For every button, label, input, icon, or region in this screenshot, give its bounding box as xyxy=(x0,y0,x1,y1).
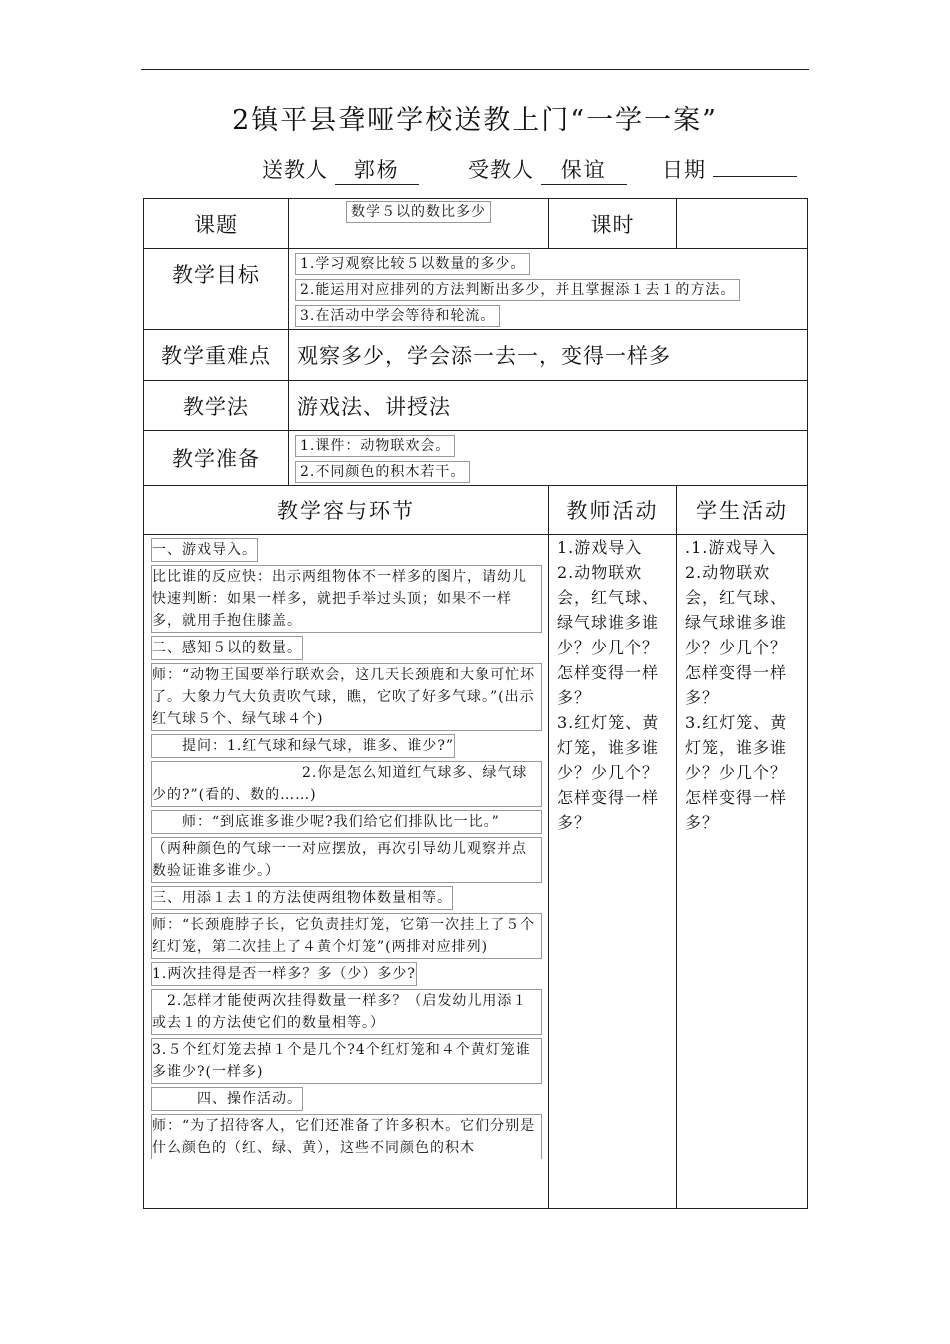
teacher-activity-cell xyxy=(549,535,677,1209)
lesson-line: 师：“到底谁多谁少呢?我们给它们排队比一比。” xyxy=(151,810,542,834)
lesson-line: 3.５个红灯笼去掉１个是几个?4个红灯笼和４个黄灯笼谁多谁少?(一样多) xyxy=(151,1038,542,1084)
lesson-line: 提问：1.红气球和绿气球，谁多、谁少?” xyxy=(151,734,455,758)
key-points-value: 观察多少，学会添一去一，变得一样多 xyxy=(289,330,808,381)
prep-item: 2.不同颜色的积木若干。 xyxy=(295,461,470,483)
receiver-value: 保谊 xyxy=(541,154,627,185)
lesson-line: 二、感知５以的数量。 xyxy=(151,636,303,660)
lesson-line: 四、操作活动。 xyxy=(151,1087,303,1111)
receiver-group xyxy=(468,154,627,185)
teacher-activity-item: 3.红灯笼、黄灯笼，谁多谁少？少几个？怎样变得一样多？ xyxy=(557,713,660,832)
lesson-line: 比比谁的反应快：出示两组物体不一样多的图片，请幼儿快速判断：如果一样多，就把手举过头顶；如果不一样多，就用手抱住膝盖。 xyxy=(151,565,542,633)
topic-value: 数学５以的数比多少 xyxy=(346,201,491,223)
goals-label: 教学目标 xyxy=(144,249,289,330)
teacher-header: 教师活动 xyxy=(549,486,677,535)
content-header: 教学容与环节 xyxy=(144,486,549,535)
method-label: 教学法 xyxy=(144,381,289,431)
student-activity-item: 3.红灯笼、黄灯笼，谁多谁少？少几个？怎样变得一样多？ xyxy=(685,713,788,832)
lesson-line: 师：“为了招待客人，它们还准备了许多积木。它们分别是什么颜色的（红、绿、黄），这些不同颜色的积木 xyxy=(151,1114,542,1159)
header-rule xyxy=(141,69,809,70)
date-label: 日期 xyxy=(662,158,706,182)
lesson-line: 2.你是怎么知道红气球多、绿气球少的?”(看的、数的……) xyxy=(151,761,542,807)
key-points-label: 教学重难点 xyxy=(144,330,289,381)
topic-label: 课题 xyxy=(144,199,289,249)
method-value: 游戏法、讲授法 xyxy=(289,381,808,431)
prep-label: 教学准备 xyxy=(144,431,289,486)
hours-value xyxy=(677,199,808,249)
prep-cell xyxy=(289,431,808,486)
lesson-line: 师：“动物王国要举行联欢会，这几天长颈鹿和大象可忙坏了。大象力气大负责吹气球，瞧，它吹了好多气球。”(出示红气球５个、绿气球４个) xyxy=(151,663,542,731)
lesson-line: 2.怎样才能使两次挂得数量一样多？（启发幼儿用添１或去１的方法使它们的数量相等。） xyxy=(151,989,542,1035)
prep-item: 1.课件：动物联欢会。 xyxy=(295,435,455,457)
teacher-activity-item: 2.动物联欢会，红气球、绿气球谁多谁少？少几个？怎样变得一样多？ xyxy=(557,563,660,707)
lesson-content-cell xyxy=(144,535,549,1209)
hours-label: 课时 xyxy=(549,199,677,249)
lesson-line: （两种颜色的气球一一对应摆放，再次引导幼儿观察并点数验证谁多谁少。） xyxy=(151,837,542,883)
lesson-line: 三、用添１去１的方法使两组物体数量相等。 xyxy=(151,886,453,910)
topic-cell xyxy=(289,199,549,249)
teacher-activity-item: 1.游戏导入 xyxy=(557,538,643,557)
sender-label: 送教人 xyxy=(262,158,328,182)
goal-item: 3.在活动中学会等待和轮流。 xyxy=(295,305,500,327)
lesson-line: 师：“长颈鹿脖子长，它负责挂灯笼，它第一次挂上了５个红灯笼，第二次挂上了４黄个灯笼”(两排对应排列) xyxy=(151,913,542,959)
page-title: 2镇平县聋哑学校送教上门“一学一案” xyxy=(232,105,718,136)
student-activity-item: .1.游戏导入 xyxy=(685,538,777,557)
goal-item: 2.能运用对应排列的方法判断出多少，并且掌握添１去１的方法。 xyxy=(295,279,740,301)
date-value xyxy=(713,176,797,177)
sender-value: 郭杨 xyxy=(335,154,419,185)
student-activity-cell xyxy=(677,535,808,1209)
goal-item: 1.学习观察比较５以数量的多少。 xyxy=(295,253,530,275)
lesson-plan-table xyxy=(143,198,808,1209)
receiver-label: 受教人 xyxy=(468,158,534,182)
date-group xyxy=(662,154,797,184)
lesson-line: 1.两次挂得是否一样多？多（少）多少? xyxy=(151,962,417,986)
student-activity-item: 2.动物联欢会，红气球、绿气球谁多谁少？少几个？怎样变得一样多？ xyxy=(685,563,788,707)
student-header: 学生活动 xyxy=(677,486,808,535)
lesson-line: 一、游戏导入。 xyxy=(151,538,258,562)
goals-cell xyxy=(289,249,808,330)
sender-group xyxy=(262,154,419,185)
